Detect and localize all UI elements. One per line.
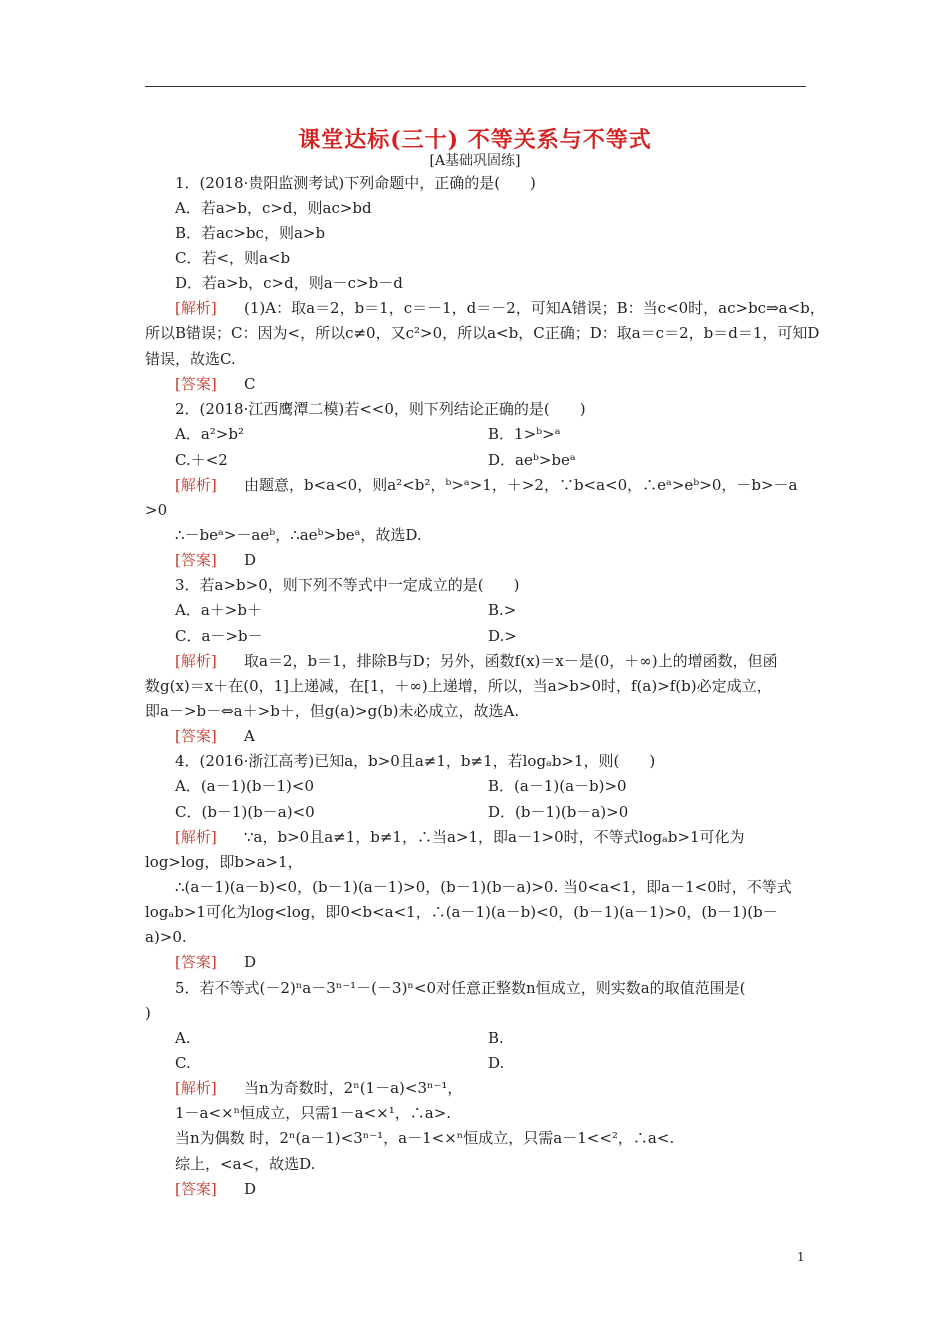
question-5-option-a: A. [175,1029,191,1047]
question-2-option-c: C.＋<2 [175,451,228,469]
question-4-analysis-line: ∵a，b>0且a≠1，b≠1，∴当a>1，即a－1>0时，不等式logₐb>1可化为 [244,828,745,846]
question-2-analysis-line: >0 [145,501,168,519]
question-1-answer: C [244,375,256,393]
question-1-answer-tag: [答案] [175,375,217,393]
question-2-answer: D [244,551,257,569]
question-4-stem: 4．(2016·浙江高考)已知a，b>0且a≠1，b≠1，若logₐb>1，则( ) [175,752,656,770]
question-1-option-d: D．若a>b，c>d，则a－c>b－d [175,274,403,292]
page-number: 1 [797,1250,805,1264]
question-5-analysis-line: 1－a<×ⁿ恒成立，只需1－a<×¹，∴a>. [175,1104,452,1122]
question-4-option-d: D．(b－1)(b－a)>0 [488,803,629,821]
question-3-option-d: D.> [488,627,517,645]
question-2-analysis-line: ∴－beᵃ>－aeᵇ，∴aeᵇ>beᵃ，故选D. [175,526,422,544]
question-5-option-d: D. [488,1054,505,1072]
header-rule [145,86,806,87]
section-subtitle: [A基础巩固练] [429,153,521,169]
question-3-option-a: A．a＋>b＋ [175,601,262,619]
question-5-answer: D [244,1180,257,1198]
question-4-option-b: B．(a－1)(a－b)>0 [488,777,627,795]
question-4-analysis-tag: [解析] [175,828,217,846]
question-5-stem-continued: ) [145,1004,151,1022]
question-3-answer-tag: [答案] [175,727,217,745]
question-5-option-b: B. [488,1029,504,1047]
question-3-analysis-tag: [解析] [175,652,217,670]
question-3-stem: 3．若a>b>0，则下列不等式中一定成立的是( ) [175,576,520,594]
question-5-stem: 5．若不等式(－2)ⁿa－3ⁿ⁻¹－(－3)ⁿ<0对任意正整数n恒成立，则实数a的取值范围是( [175,979,746,997]
question-2-answer-tag: [答案] [175,551,217,569]
question-1-analysis-tag: [解析] [175,299,217,317]
question-5-analysis-line: 当n为偶数 时，2ⁿ(a－1)<3ⁿ⁻¹，a－1<×ⁿ恒成立，只需a－1<<²，∴a<. [175,1129,675,1147]
question-1-option-a: A．若a>b，c>d，则ac>bd [175,199,372,217]
question-3-analysis-line: 即a－>b－⇔a＋>b＋，但g(a)>g(b)未必成立，故选A. [145,702,520,720]
question-4-option-c: C．(b－1)(b－a)<0 [175,803,315,821]
question-1-analysis-line: 所以B错误；C：因为<，所以c≠0，又c²>0，所以a<b，C正确；D：取a＝c＝2，b＝d＝1，可知D [145,324,820,342]
question-2-analysis-line: 由题意，b<a<0，则a²<b²，ᵇ>ᵃ>1，＋>2，∵b<a<0，∴eᵃ>eᵇ>0，－b>－a [244,476,798,494]
question-3-option-b: B.> [488,601,517,619]
question-5-analysis-tag: [解析] [175,1079,217,1097]
question-5-option-c: C. [175,1054,191,1072]
question-5-answer-tag: [答案] [175,1180,217,1198]
question-4-analysis-line: logₐb>1可化为log<log，即0<b<a<1，∴(a－1)(a－b)<0，(b－1)(a－1)>0，(b－1)(b－ [145,903,778,921]
question-2-option-d: D．aeᵇ>beᵃ [488,451,576,469]
question-2-option-b: B．1>ᵇ>ᵃ [488,425,561,443]
question-4-analysis-line: ∴(a－1)(a－b)<0，(b－1)(a－1)>0，(b－1)(b－a)>0. 当0<a<1，即a－1<0时，不等式 [175,878,792,896]
question-4-answer-tag: [答案] [175,953,217,971]
question-3-analysis-line: 取a＝2，b＝1，排除B与D；另外，函数f(x)＝x－是(0，＋∞)上的增函数，但函 [244,652,778,670]
question-3-answer: A [244,727,255,745]
question-4-analysis-line: log>log，即b>a>1， [145,853,303,871]
question-3-analysis-line: 数g(x)＝x＋在(0，1]上递减，在[1，＋∞)上递增，所以，当a>b>0时，f(a)>f(b)必定成立， [145,677,772,695]
question-5-analysis-line: 综上，<a<，故选D. [175,1155,316,1173]
question-1-option-c: C．若<，则a<b [175,249,291,267]
question-2-analysis-tag: [解析] [175,476,217,494]
question-1-option-b: B．若ac>bc，则a>b [175,224,326,242]
question-4-answer: D [244,953,257,971]
question-2-option-a: A．a²>b² [175,425,244,443]
question-2-stem: 2．(2018·江西鹰潭二模)若<<0，则下列结论正确的是( ) [175,400,586,418]
question-4-analysis-line: a)>0. [145,928,187,946]
question-1-analysis-line: 错误，故选C. [145,350,236,368]
question-5-analysis-line: 当n为奇数时，2ⁿ(1－a)<3ⁿ⁻¹， [244,1079,463,1097]
question-1-analysis-line: (1)A：取a＝2，b＝1，c＝－1，d＝－2，可知A错误；B：当c<0时，ac>bc⇒a<b， [244,299,825,317]
question-3-option-c: C．a－>b－ [175,627,263,645]
page-title: 课堂达标(三十) 不等关系与不等式 [298,127,652,153]
question-4-option-a: A．(a－1)(b－1)<0 [175,777,314,795]
question-1-stem: 1．(2018·贵阳监测考试)下列命题中，正确的是( ) [175,174,536,192]
